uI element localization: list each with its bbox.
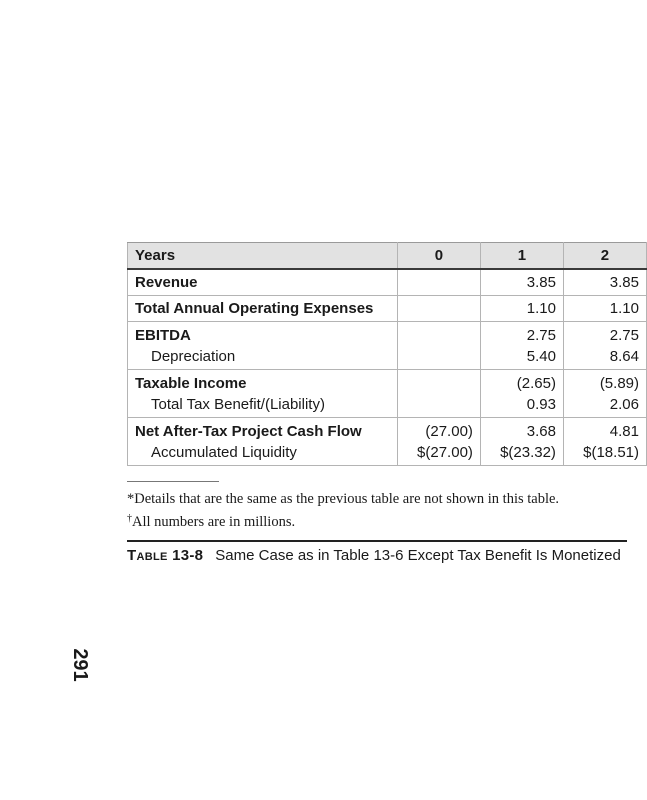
footnote-details: *Details that are the same as the previous table are not shown in this table. <box>127 491 560 507</box>
row-label-depreciation: Depreciation <box>151 348 236 365</box>
table-row-net-cash-flow-group <box>128 418 647 466</box>
cell-group <box>563 370 646 418</box>
cash-flow-table-container <box>127 242 647 466</box>
table-row-ebitda-group <box>128 322 647 370</box>
footnote-asterisk: * <box>127 491 135 507</box>
cell-value: 2.75 <box>609 327 639 344</box>
cell-value: 2.06 <box>609 396 639 413</box>
header-year-2: 2 <box>563 243 646 270</box>
cell-group <box>397 418 480 466</box>
row-label-net-cash-flow: Net After-Tax Project Cash Flow <box>135 423 362 440</box>
row-label: Total Annual Operating Expenses <box>128 296 398 322</box>
cell-value: 3.68 <box>526 423 556 440</box>
row-label-group <box>128 418 398 466</box>
table-row-revenue <box>128 269 647 296</box>
cell-group <box>563 418 646 466</box>
page-number: 291 <box>69 648 91 682</box>
cell-value: 1.10 <box>480 296 563 322</box>
cell-value <box>397 269 480 296</box>
cell-value <box>405 346 473 367</box>
cash-flow-table <box>127 242 647 466</box>
cell-value: (2.65) <box>516 375 556 392</box>
header-year-0: 0 <box>397 243 480 270</box>
cell-value: 0.93 <box>526 396 556 413</box>
cell-value: 2.75 <box>526 327 556 344</box>
footnote-dagger: † <box>127 513 132 524</box>
cell-value: $(18.51) <box>583 444 639 461</box>
header-year-1: 1 <box>480 243 563 270</box>
table-header-row <box>128 243 647 270</box>
row-label-taxable-income: Taxable Income <box>135 375 247 392</box>
cell-value: 8.64 <box>609 348 639 365</box>
cell-value <box>405 325 473 346</box>
cell-value: $(27.00) <box>417 444 473 461</box>
cell-group <box>480 322 563 370</box>
row-label-ebitda: EBITDA <box>135 327 191 344</box>
cell-value: (27.00) <box>425 423 473 440</box>
caption-divider <box>127 540 627 542</box>
table-row-taxable-income-group <box>128 370 647 418</box>
row-label-accumulated-liquidity: Accumulated Liquidity <box>151 444 297 461</box>
row-label-group <box>128 370 398 418</box>
table-footnotes <box>127 489 647 532</box>
cell-value: $(23.32) <box>500 444 556 461</box>
row-label-tax-benefit: Total Tax Benefit/(Liability) <box>151 396 325 413</box>
cell-value: (5.89) <box>599 375 639 392</box>
header-years: Years <box>128 243 398 270</box>
row-label: Revenue <box>128 269 398 296</box>
cell-value: 5.40 <box>526 348 556 365</box>
footnote-divider <box>127 481 219 482</box>
cell-group <box>563 322 646 370</box>
cell-group <box>397 322 480 370</box>
cell-value: 4.81 <box>609 423 639 440</box>
row-label-group <box>128 322 398 370</box>
cell-group <box>480 370 563 418</box>
cell-group <box>397 370 480 418</box>
cell-value <box>397 296 480 322</box>
cell-value: 3.85 <box>563 269 646 296</box>
footnote-units: †All numbers are in millions. <box>127 513 296 530</box>
cell-value <box>405 394 473 415</box>
cell-value <box>405 373 473 394</box>
caption-text: Same Case as in Table 13-6 Except Tax Benefit Is Monetized <box>215 547 621 564</box>
table-caption <box>127 547 627 564</box>
table-row-operating-expenses <box>128 296 647 322</box>
table-number: Table 13-8 <box>127 547 204 564</box>
cell-value: 1.10 <box>563 296 646 322</box>
cell-group <box>480 418 563 466</box>
cell-value: 3.85 <box>480 269 563 296</box>
